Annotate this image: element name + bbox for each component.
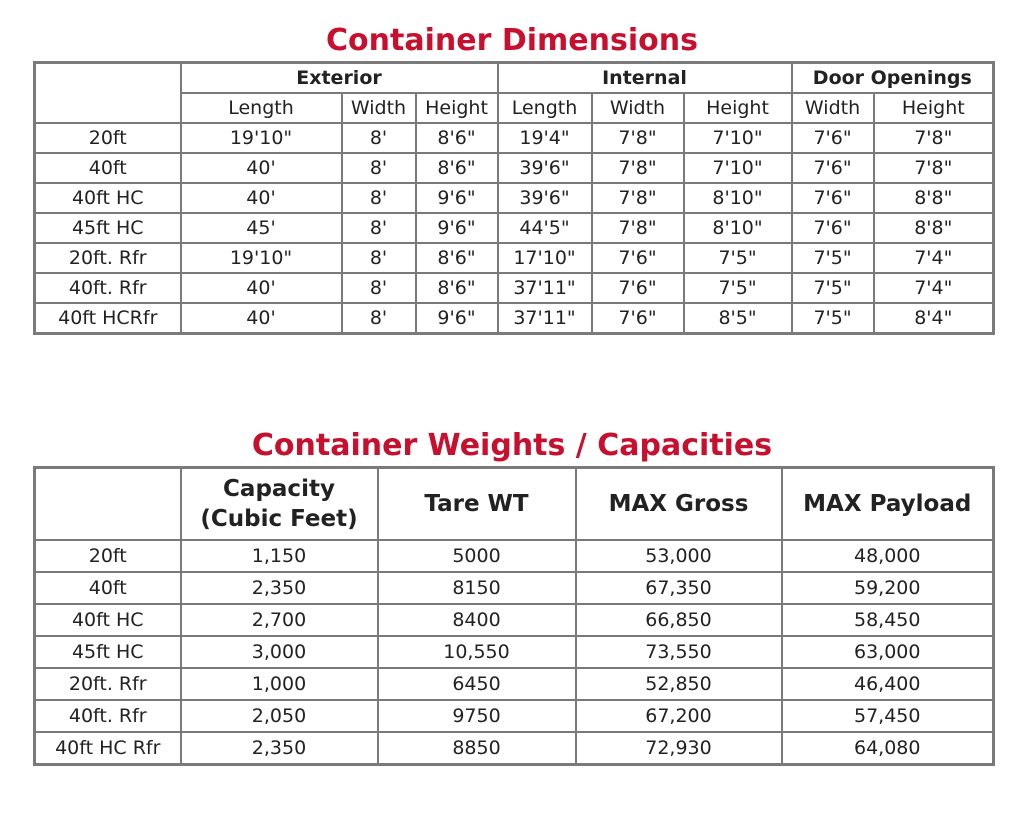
row-label-cell: 20ft. Rfr — [35, 668, 181, 700]
table-row — [35, 668, 994, 700]
table-cell: 7'6" — [592, 273, 684, 303]
subheader-door-height: Height — [874, 93, 994, 123]
table-cell: 8'6" — [416, 243, 498, 273]
table-cell: 9'6" — [416, 183, 498, 213]
table-cell: 7'8" — [874, 123, 994, 153]
table-cell: 8'10" — [684, 183, 792, 213]
table-cell: 37'11" — [498, 303, 592, 334]
table-cell: 7'8" — [592, 183, 684, 213]
table-cell: 9750 — [378, 700, 576, 732]
table-cell: 7'6" — [792, 123, 874, 153]
header-capacity-label: Capacity (Cubic Feet) — [200, 476, 358, 532]
table-row — [35, 243, 994, 273]
table-cell: 39'6" — [498, 153, 592, 183]
table-cell: 8' — [342, 153, 416, 183]
subheader-door-width: Width — [792, 93, 874, 123]
table-row — [35, 732, 994, 765]
row-label-cell: 40ft HC — [35, 604, 181, 636]
row-label-cell: 40ft. Rfr — [35, 700, 181, 732]
table-cell: 7'5" — [684, 243, 792, 273]
dimensions-title: Container Dimensions — [326, 23, 698, 58]
table-cell: 7'4" — [874, 243, 994, 273]
subheader-exterior-height: Height — [416, 93, 498, 123]
table-cell: 67,350 — [576, 572, 782, 604]
row-label-cell: 40ft HC Rfr — [35, 732, 181, 765]
table-cell: 7'5" — [684, 273, 792, 303]
weights-corner-cell — [35, 468, 181, 541]
table-cell: 7'4" — [874, 273, 994, 303]
subheader-exterior-length: Length — [181, 93, 342, 123]
table-cell: 7'5" — [792, 273, 874, 303]
table-cell: 64,080 — [782, 732, 994, 765]
table-row — [35, 604, 994, 636]
subheader-exterior-width: Width — [342, 93, 416, 123]
table-cell: 9'6" — [416, 303, 498, 334]
table-cell: 39'6" — [498, 183, 592, 213]
subheader-internal-length: Length — [498, 93, 592, 123]
row-label-cell: 40ft — [35, 153, 181, 183]
table-row — [35, 303, 994, 334]
row-label-cell: 20ft — [35, 123, 181, 153]
row-label-cell: 20ft. Rfr — [35, 243, 181, 273]
table-cell: 8' — [342, 243, 416, 273]
row-label-cell: 40ft. Rfr — [35, 273, 181, 303]
table-cell: 7'6" — [592, 243, 684, 273]
table-cell: 2,350 — [181, 732, 378, 765]
table-cell: 8'5" — [684, 303, 792, 334]
table-cell: 8'6" — [416, 153, 498, 183]
table-cell: 45' — [181, 213, 342, 243]
table-cell: 19'10" — [181, 123, 342, 153]
table-cell: 7'10" — [684, 123, 792, 153]
table-cell: 8'4" — [874, 303, 994, 334]
table-cell: 8850 — [378, 732, 576, 765]
table-cell: 7'10" — [684, 153, 792, 183]
table-cell: 7'6" — [592, 303, 684, 334]
dimensions-corner-cell — [35, 63, 181, 124]
table-cell: 2,700 — [181, 604, 378, 636]
table-row — [35, 213, 994, 243]
header-tare-wt: Tare WT — [378, 468, 576, 541]
table-cell: 3,000 — [181, 636, 378, 668]
table-cell: 7'6" — [792, 213, 874, 243]
table-cell: 8150 — [378, 572, 576, 604]
table-cell: 8' — [342, 183, 416, 213]
weights-table-body — [35, 540, 994, 765]
table-cell: 40' — [181, 183, 342, 213]
table-cell: 2,050 — [181, 700, 378, 732]
row-label-cell: 40ft — [35, 572, 181, 604]
table-cell: 7'8" — [592, 123, 684, 153]
dimensions-table-body — [35, 123, 994, 334]
table-cell: 7'8" — [592, 213, 684, 243]
dimensions-table — [33, 61, 995, 335]
table-cell: 73,550 — [576, 636, 782, 668]
table-cell: 46,400 — [782, 668, 994, 700]
row-label-cell: 40ft HCRfr — [35, 303, 181, 334]
table-cell: 37'11" — [498, 273, 592, 303]
table-cell: 1,000 — [181, 668, 378, 700]
header-max-payload: MAX Payload — [782, 468, 994, 541]
group-header-door-openings: Door Openings — [792, 63, 994, 94]
table-row — [35, 636, 994, 668]
row-label-cell: 45ft HC — [35, 213, 181, 243]
header-capacity — [181, 468, 378, 541]
table-cell: 40' — [181, 153, 342, 183]
table-cell: 8400 — [378, 604, 576, 636]
table-cell: 7'5" — [792, 303, 874, 334]
table-cell: 66,850 — [576, 604, 782, 636]
row-label-cell: 45ft HC — [35, 636, 181, 668]
table-cell: 19'4" — [498, 123, 592, 153]
row-label-cell: 40ft HC — [35, 183, 181, 213]
table-cell: 5000 — [378, 540, 576, 572]
table-cell: 8'10" — [684, 213, 792, 243]
table-cell: 52,850 — [576, 668, 782, 700]
header-max-gross: MAX Gross — [576, 468, 782, 541]
table-cell: 58,450 — [782, 604, 994, 636]
table-cell: 8'6" — [416, 273, 498, 303]
table-cell: 7'6" — [792, 153, 874, 183]
table-row — [35, 700, 994, 732]
table-cell: 8' — [342, 273, 416, 303]
table-cell: 7'5" — [792, 243, 874, 273]
table-cell: 53,000 — [576, 540, 782, 572]
table-cell: 8'6" — [416, 123, 498, 153]
table-cell: 8' — [342, 303, 416, 334]
group-header-internal: Internal — [498, 63, 792, 94]
table-cell: 6450 — [378, 668, 576, 700]
table-cell: 7'6" — [792, 183, 874, 213]
weights-table — [33, 466, 995, 766]
table-cell: 40' — [181, 303, 342, 334]
group-header-exterior: Exterior — [181, 63, 498, 94]
table-cell: 8' — [342, 213, 416, 243]
table-row — [35, 153, 994, 183]
weights-title: Container Weights / Capacities — [251, 428, 773, 463]
table-row — [35, 273, 994, 303]
table-cell: 67,200 — [576, 700, 782, 732]
weights-header-row — [35, 468, 994, 541]
subheader-internal-width: Width — [592, 93, 684, 123]
table-cell: 7'8" — [592, 153, 684, 183]
table-cell: 19'10" — [181, 243, 342, 273]
table-cell: 7'8" — [874, 153, 994, 183]
table-row — [35, 572, 994, 604]
table-cell: 8' — [342, 123, 416, 153]
table-cell: 48,000 — [782, 540, 994, 572]
subheader-internal-height: Height — [684, 93, 792, 123]
table-cell: 57,450 — [782, 700, 994, 732]
table-cell: 1,150 — [181, 540, 378, 572]
table-cell: 8'8" — [874, 213, 994, 243]
table-cell: 2,350 — [181, 572, 378, 604]
table-cell: 9'6" — [416, 213, 498, 243]
table-cell: 44'5" — [498, 213, 592, 243]
table-row — [35, 540, 994, 572]
dimensions-group-header-row — [35, 63, 994, 94]
table-cell: 8'8" — [874, 183, 994, 213]
table-cell: 17'10" — [498, 243, 592, 273]
table-cell: 10,550 — [378, 636, 576, 668]
table-cell: 59,200 — [782, 572, 994, 604]
table-row — [35, 123, 994, 153]
table-cell: 72,930 — [576, 732, 782, 765]
table-cell: 63,000 — [782, 636, 994, 668]
table-row — [35, 183, 994, 213]
row-label-cell: 20ft — [35, 540, 181, 572]
table-cell: 40' — [181, 273, 342, 303]
